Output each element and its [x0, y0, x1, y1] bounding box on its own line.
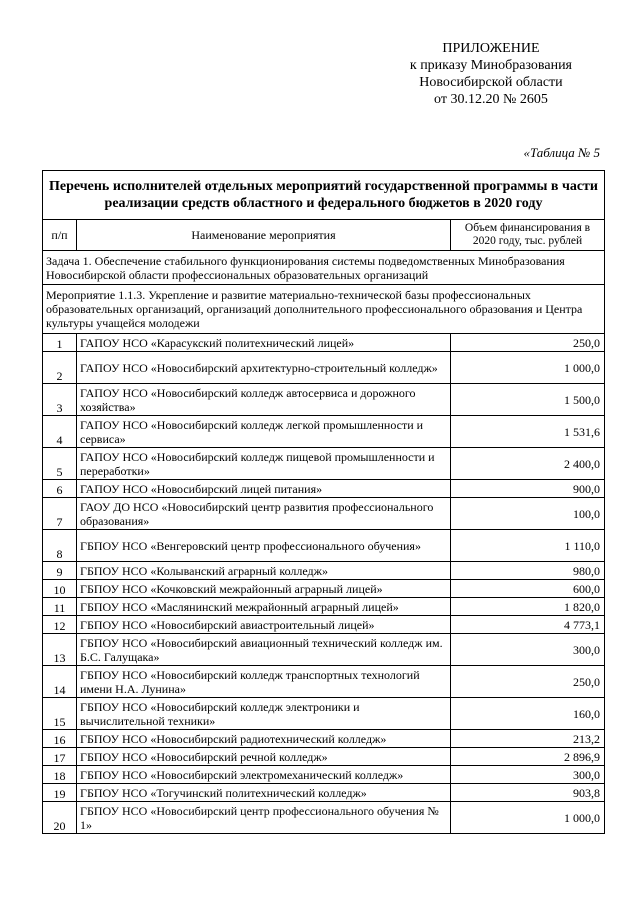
table-row — [43, 562, 605, 580]
row-number: 5 — [43, 448, 77, 480]
row-name: ГБПОУ НСО «Новосибирский авиастроительный лицей» — [77, 616, 451, 634]
header-line-1: ПРИЛОЖЕНИЕ — [442, 41, 540, 56]
event-row — [43, 285, 605, 334]
row-name: ГАПОУ НСО «Новосибирский лицей питания» — [77, 480, 451, 498]
row-number: 10 — [43, 580, 77, 598]
row-number: 9 — [43, 562, 77, 580]
row-value: 1 000,0 — [451, 802, 605, 834]
row-number: 2 — [43, 352, 77, 384]
event-text: Мероприятие 1.1.3. Укрепление и развитие материально-технической базы профессиональных образовательных организаций, организаций дополнительного профессионального образования и Центра культуры учащейся молодежи — [43, 285, 605, 334]
row-value: 250,0 — [451, 334, 605, 352]
table-row — [43, 580, 605, 598]
row-value: 900,0 — [451, 480, 605, 498]
row-number: 16 — [43, 730, 77, 748]
row-number: 7 — [43, 498, 77, 530]
row-value: 4 773,1 — [451, 616, 605, 634]
row-number: 15 — [43, 698, 77, 730]
row-value: 1 531,6 — [451, 416, 605, 448]
table-row — [43, 666, 605, 698]
row-value: 100,0 — [451, 498, 605, 530]
row-name: ГАПОУ НСО «Карасукский политехнический лицей» — [77, 334, 451, 352]
row-number: 18 — [43, 766, 77, 784]
row-value: 1 500,0 — [451, 384, 605, 416]
row-number: 12 — [43, 616, 77, 634]
col-header-value: Объем финансирования в 2020 году, тыс. рублей — [451, 220, 605, 251]
table-row — [43, 448, 605, 480]
table-row — [43, 352, 605, 384]
table-row — [43, 634, 605, 666]
table-row — [43, 766, 605, 784]
row-number: 17 — [43, 748, 77, 766]
row-name: ГБПОУ НСО «Новосибирский радиотехнический колледж» — [77, 730, 451, 748]
row-name: ГБПОУ НСО «Новосибирский электромеханический колледж» — [77, 766, 451, 784]
header-line-4: от 30.12.20 № 2605 — [434, 92, 548, 107]
table-row — [43, 498, 605, 530]
row-name: ГБПОУ НСО «Маслянинский межрайонный аграрный лицей» — [77, 598, 451, 616]
col-header-name: Наименование мероприятия — [77, 220, 451, 251]
table-row — [43, 730, 605, 748]
table-row — [43, 416, 605, 448]
appendix-header — [410, 40, 572, 108]
row-value: 1 110,0 — [451, 530, 605, 562]
row-name: ГАПОУ НСО «Новосибирский архитектурно-строительный колледж» — [77, 352, 451, 384]
row-value: 300,0 — [451, 634, 605, 666]
row-number: 19 — [43, 784, 77, 802]
header-line-2: к приказу Минобразования — [409, 58, 572, 73]
row-value: 600,0 — [451, 580, 605, 598]
table-row — [43, 748, 605, 766]
row-name: ГАПОУ НСО «Новосибирский колледж легкой промышленности и сервиса» — [77, 416, 451, 448]
row-name: ГБПОУ НСО «Новосибирский колледж транспортных технологий имени Н.А. Лунина» — [77, 666, 451, 698]
row-number: 11 — [43, 598, 77, 616]
financing-table — [42, 170, 605, 834]
table-row — [43, 384, 605, 416]
row-number: 14 — [43, 666, 77, 698]
table-row — [43, 698, 605, 730]
table-row — [43, 334, 605, 352]
row-name: ГАПОУ НСО «Новосибирский колледж пищевой промышленности и переработки» — [77, 448, 451, 480]
table-title: Перечень исполнителей отдельных мероприятий государственной программы в части реализации средств областного и федерального бюджетов в 2020 году — [43, 171, 605, 220]
row-value: 2 400,0 — [451, 448, 605, 480]
row-name: ГБПОУ НСО «Новосибирский колледж электроники и вычислительной техники» — [77, 698, 451, 730]
row-value: 903,8 — [451, 784, 605, 802]
row-name: ГБПОУ НСО «Новосибирский речной колледж» — [77, 748, 451, 766]
column-header-row — [43, 220, 605, 251]
row-number: 13 — [43, 634, 77, 666]
row-value: 160,0 — [451, 698, 605, 730]
table-title-row — [43, 171, 605, 220]
row-name: ГБПОУ НСО «Тогучинский политехнический колледж» — [77, 784, 451, 802]
row-number: 3 — [43, 384, 77, 416]
task-text: Задача 1. Обеспечение стабильного функционирования системы подведомственных Минобразования Новосибирской области профессиональных образовательных организаций — [43, 251, 605, 285]
table-row — [43, 616, 605, 634]
row-number: 20 — [43, 802, 77, 834]
row-value: 980,0 — [451, 562, 605, 580]
table-row — [43, 784, 605, 802]
table-label: «Таблица № 5 — [523, 145, 600, 160]
task-row — [43, 251, 605, 285]
header-line-3: Новосибирской области — [419, 75, 563, 90]
row-name: ГБПОУ НСО «Новосибирский авиационный технический колледж им. Б.С. Галущака» — [77, 634, 451, 666]
row-name: ГАПОУ НСО «Новосибирский колледж автосервиса и дорожного хозяйства» — [77, 384, 451, 416]
table-row — [43, 530, 605, 562]
row-number: 6 — [43, 480, 77, 498]
row-name: ГБПОУ НСО «Венгеровский центр профессионального обучения» — [77, 530, 451, 562]
row-value: 250,0 — [451, 666, 605, 698]
row-value: 213,2 — [451, 730, 605, 748]
row-number: 4 — [43, 416, 77, 448]
row-name: ГАОУ ДО НСО «Новосибирский центр развития профессионального образования» — [77, 498, 451, 530]
row-name: ГБПОУ НСО «Кочковский межрайонный аграрный лицей» — [77, 580, 451, 598]
table-row — [43, 802, 605, 834]
row-number: 8 — [43, 530, 77, 562]
row-value: 300,0 — [451, 766, 605, 784]
table-row — [43, 598, 605, 616]
row-value: 2 896,9 — [451, 748, 605, 766]
row-name: ГБПОУ НСО «Новосибирский центр профессионального обучения № 1» — [77, 802, 451, 834]
row-value: 1 000,0 — [451, 352, 605, 384]
table-row — [43, 480, 605, 498]
row-name: ГБПОУ НСО «Колыванский аграрный колледж» — [77, 562, 451, 580]
col-header-num: п/п — [43, 220, 77, 251]
row-value: 1 820,0 — [451, 598, 605, 616]
row-number: 1 — [43, 334, 77, 352]
